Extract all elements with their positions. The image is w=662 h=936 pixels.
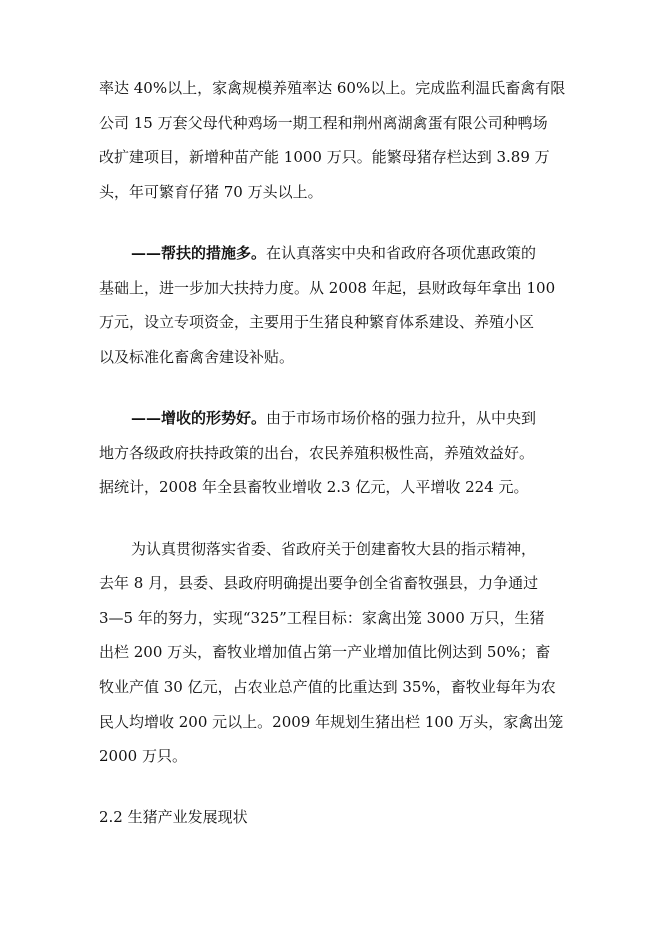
text-line (0, 305, 662, 339)
paragraph-heading: ——增收的形势好。 (131, 409, 267, 427)
text-line (0, 106, 662, 140)
section-heading (0, 800, 662, 834)
line-text: 以及标准化畜禽舍建设补贴。 (99, 348, 295, 366)
text-line (0, 140, 662, 174)
section-title: 2.2 生猪产业发展现状 (99, 808, 248, 826)
line-text: 3—5 年的努力，实现“325”工程目标：家禽出笼 3000 万只，生猪 (99, 609, 545, 627)
line-text: 去年 8 月，县委、县政府明确提出要争创全省畜牧强县，力争通过 (99, 574, 539, 592)
text-line (0, 566, 662, 600)
line-text: 据统计，2008 年全县畜牧业增收 2.3 亿元，人平增收 224 元。 (99, 478, 529, 496)
text-line (0, 601, 662, 635)
text-line (0, 71, 662, 105)
line-text: 地方各级政府扶持政策的出台，农民养殖积极性高，养殖效益好。 (99, 444, 535, 462)
text-line (0, 340, 662, 374)
line-text: 2000 万只。 (99, 747, 187, 765)
line-text: 民人均增收 200 元以上。2009 年规划生猪出栏 100 万头，家禽出笼 (99, 713, 564, 731)
text-line (0, 470, 662, 504)
line-text: 率达 40%以上，家禽规模养殖率达 60%以上。完成监利温氏畜禽有限 (99, 79, 566, 97)
line-text: 基础上，进一步加大扶持力度。从 2008 年起，县财政每年拿出 100 (99, 279, 556, 297)
line-text: 头，年可繁育仔猪 70 万头以上。 (99, 183, 323, 201)
text-line (0, 670, 662, 704)
text-line (0, 739, 662, 773)
line-text: 牧业产值 30 亿元，占农业总产值的比重达到 35%，畜牧业每年为农 (99, 678, 556, 696)
line-text: 为认真贯彻落实省委、省政府关于创建畜牧大县的指示精神， (131, 540, 537, 558)
text-line (0, 436, 662, 470)
line-text: 改扩建项目，新增种苗产能 1000 万只。能繁母猪存栏达到 3.89 万 (99, 148, 550, 166)
line-text: 在认真落实中央和省政府各项优惠政策的 (266, 244, 537, 262)
line-text: 公司 15 万套父母代种鸡场一期工程和荆州离湖禽蛋有限公司种鸭场 (99, 114, 548, 132)
line-text: 由于市场市场价格的强力拉升，从中央到 (266, 409, 537, 427)
paragraph-heading: ——帮扶的措施多。 (131, 244, 267, 262)
text-line (0, 271, 662, 305)
line-text: 出栏 200 万头，畜牧业增加值占第一产业增加值比例达到 50%；畜 (99, 643, 551, 661)
paragraph-first-line (0, 236, 662, 270)
text-line (0, 705, 662, 739)
text-line (0, 635, 662, 669)
paragraph-first-line (0, 401, 662, 435)
text-line (0, 175, 662, 209)
paragraph-first-line (0, 532, 662, 566)
line-text: 万元，设立专项资金，主要用于生猪良种繁育体系建设、养殖小区 (99, 313, 535, 331)
